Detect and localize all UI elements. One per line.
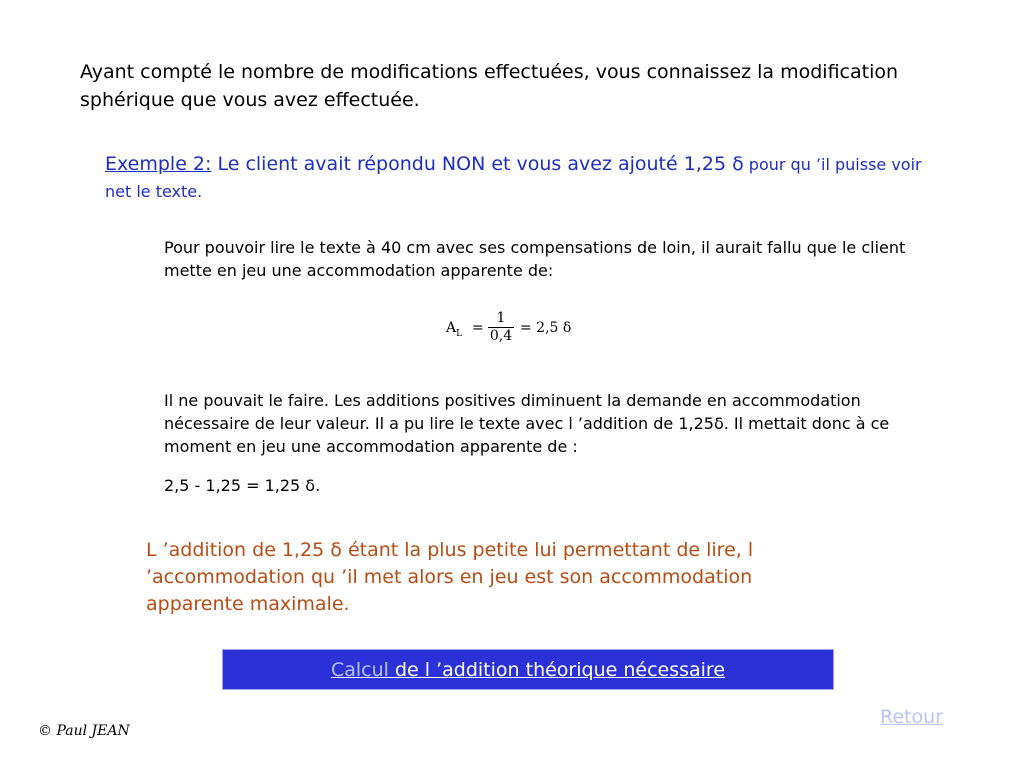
calcul-link[interactable]: Calcul: [330, 658, 389, 681]
paragraph-additions: Il ne pouvait le faire. Les additions positives diminuent la demande en accommodation nécessaire de leur valeur. Il a pu lire le texte avec l ’addition de 1,25δ. Il mettait donc à ce moment en jeu une accommodation apparente de :: [164, 391, 890, 456]
example-label: Exemple 2:: [105, 153, 212, 175]
formula-lhs: $A_L$: [446, 320, 463, 339]
accommodation-formula: [446, 308, 586, 358]
paragraph-result: 2,5 - 1,25 = 1,25 δ.: [164, 476, 321, 495]
example-heading: [105, 151, 945, 205]
formula-rhs: = 2,5 δ: [520, 320, 572, 336]
paragraph-accommodation-needed: Pour pouvoir lire le texte à 40 cm avec ses compensations de loin, il aurait fallu que le client mette en jeu une accommodation apparente de:: [164, 238, 906, 280]
calcul-addition-button[interactable]: [222, 649, 834, 690]
formula-numerator: 1: [496, 310, 506, 326]
formula-equals: =: [472, 320, 484, 336]
conclusion-text: L ’addition de 1,25 δ étant la plus petite lui permettant de lire, l ’accommodation qu ’il met alors en jeu est son accommodation apparente maximale.: [146, 539, 754, 615]
formula-denominator: 0,4: [489, 328, 513, 344]
intro-text: Ayant compté le nombre de modifications effectuées, vous connaissez la modification sphérique que vous avez effectuée.: [80, 61, 899, 111]
copyright-text: © Paul JEAN: [38, 723, 130, 739]
calc-button-text: de l ’addition théorique nécessaire: [388, 658, 726, 681]
example-main-text: Le client avait répondu NON et vous avez ajouté 1,25 δ: [211, 153, 744, 175]
formula-fraction: [486, 310, 516, 345]
retour-link[interactable]: Retour: [880, 706, 943, 728]
example-small-text: pour qu ’il puisse voir net le texte.: [105, 155, 922, 201]
